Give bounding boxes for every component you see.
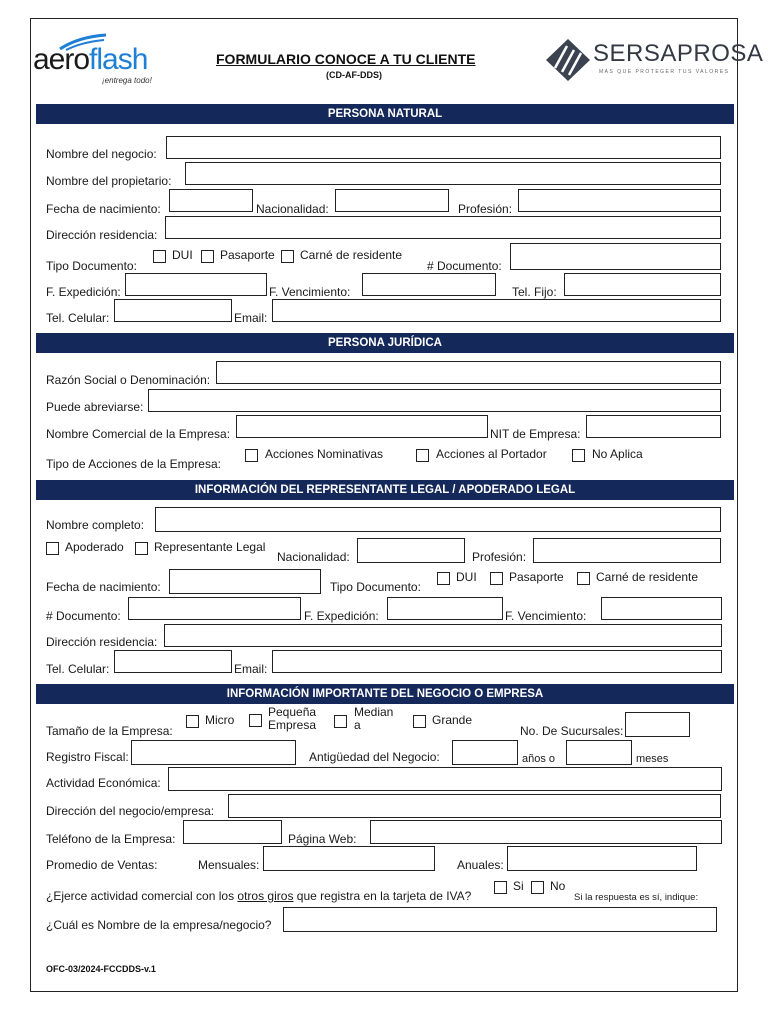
label-rep-tel-celular: Tel. Celular: [46, 662, 110, 676]
label-abreviarse: Puede abreviarse: [46, 400, 144, 414]
label-tamano: Tamaño de la Empresa: [46, 724, 173, 738]
input-email[interactable] [272, 299, 721, 322]
input-direccion-negocio[interactable] [228, 794, 721, 818]
input-nombre-empresa[interactable] [283, 907, 717, 932]
logo-tagline: ¡entrega todo! [102, 76, 152, 85]
input-rep-f-expedicion[interactable] [387, 597, 503, 620]
label-rep-dui: DUI [456, 570, 477, 584]
checkbox-grande[interactable] [413, 715, 426, 728]
input-f-expedicion[interactable] [125, 273, 267, 296]
input-anuales[interactable] [507, 846, 697, 871]
form-code: (CD-AF-DDS) [326, 70, 382, 80]
label-no-aplica: No Aplica [592, 447, 643, 461]
checkbox-dui[interactable] [153, 250, 166, 263]
input-rep-num-documento[interactable] [128, 597, 301, 620]
label-no: No [550, 879, 566, 893]
section-persona-natural: PERSONA NATURAL [36, 104, 734, 124]
label-mediana-2: a [354, 718, 361, 732]
label-rep-nacionalidad: Nacionalidad: [277, 550, 350, 564]
input-rep-profesion[interactable] [533, 538, 721, 563]
label-rep-pasaporte: Pasaporte [509, 570, 564, 584]
label-tipo-acciones: Tipo de Acciones de la Empresa: [46, 457, 221, 471]
label-nombre-comercial: Nombre Comercial de la Empresa: [46, 427, 231, 441]
label-anuales: Anuales: [457, 858, 504, 872]
checkbox-nominativas[interactable] [245, 449, 258, 462]
label-rep-email: Email: [234, 662, 268, 676]
input-tel-fijo[interactable] [564, 273, 721, 296]
checkbox-apoderado[interactable] [46, 542, 59, 555]
label-mensuales: Mensuales: [198, 858, 260, 872]
checkbox-si[interactable] [494, 881, 507, 894]
input-rep-nacionalidad[interactable] [357, 538, 465, 563]
label-rep-carne: Carné de residente [596, 570, 699, 584]
label-rep-tipo-documento: Tipo Documento: [330, 580, 421, 594]
label-rep-fecha-nacimiento: Fecha de nacimiento: [46, 580, 161, 594]
input-sucursales[interactable] [625, 712, 690, 737]
checkbox-pasaporte[interactable] [201, 250, 214, 263]
label-profesion: Profesión: [458, 202, 513, 216]
label-pagina-web: Página Web: [288, 832, 357, 846]
form-title: FORMULARIO CONOCE A TU CLIENTE [216, 51, 476, 67]
checkbox-rep-pasaporte[interactable] [490, 572, 503, 585]
otros-giros-pre: ¿Ejerce actividad comercial con los [46, 889, 238, 903]
label-antiguedad: Antigüedad del Negocio: [309, 750, 440, 764]
input-nombre-negocio[interactable] [166, 136, 721, 159]
section-persona-juridica: PERSONA JURÍDICA [36, 333, 734, 353]
label-micro: Micro [205, 713, 235, 727]
label-registro-fiscal: Registro Fiscal: [46, 750, 129, 764]
label-nombre-propietario: Nombre del propietario: [46, 174, 172, 188]
input-antiguedad-anios[interactable] [452, 740, 518, 765]
input-rep-nombre-completo[interactable] [155, 507, 721, 532]
footer-code: OFC-03/2024-FCCDDS-v.1 [46, 964, 156, 974]
label-si: Si [513, 879, 524, 893]
checkbox-no[interactable] [531, 881, 544, 894]
label-direccion-negocio: Dirección del negocio/empresa: [46, 804, 215, 818]
label-rep-f-vencimiento: F. Vencimiento: [505, 609, 587, 623]
input-antiguedad-meses[interactable] [566, 740, 632, 765]
checkbox-no-aplica[interactable] [572, 449, 585, 462]
sersaprosa-name: SERSAPROSA [593, 40, 764, 67]
input-actividad[interactable] [168, 767, 722, 791]
label-num-documento: # Documento: [427, 259, 502, 273]
input-rep-tel-celular[interactable] [114, 650, 232, 673]
label-rep-f-expedicion: F. Expedición: [304, 609, 379, 623]
section-representante-legal: INFORMACIÓN DEL REPRESENTANTE LEGAL / APODERADO LEGAL [36, 480, 734, 500]
input-profesion[interactable] [518, 189, 721, 212]
label-nombre-negocio: Nombre del negocio: [46, 147, 157, 161]
otros-giros-post: que registra en la tarjeta de IVA? [293, 889, 472, 903]
input-nit[interactable] [586, 415, 721, 438]
input-razon-social[interactable] [216, 361, 721, 384]
input-registro-fiscal[interactable] [131, 740, 296, 765]
label-meses: meses [636, 753, 669, 765]
input-direccion[interactable] [165, 216, 721, 239]
label-otros-giros [46, 889, 471, 903]
sersaprosa-emblem-icon [545, 38, 591, 82]
label-pasaporte: Pasaporte [220, 248, 275, 262]
label-rep-num-documento: # Documento: [46, 609, 121, 623]
checkbox-carne[interactable] [281, 250, 294, 263]
label-nacionalidad: Nacionalidad: [256, 202, 329, 216]
logo-text-aero: aero [33, 43, 90, 76]
input-nombre-comercial[interactable] [236, 415, 488, 438]
input-pagina-web[interactable] [370, 820, 722, 844]
logo-text-flash: flash [89, 43, 148, 76]
label-dui: DUI [172, 248, 193, 262]
input-num-documento[interactable] [510, 243, 721, 270]
label-telefono-empresa: Teléfono de la Empresa: [46, 832, 176, 846]
label-grande: Grande [432, 713, 473, 727]
input-abreviarse[interactable] [148, 389, 721, 412]
input-nacionalidad[interactable] [335, 189, 449, 212]
input-mensuales[interactable] [263, 846, 435, 871]
label-actividad: Actividad Económica: [46, 776, 161, 790]
label-nit: NIT de Empresa: [490, 427, 581, 441]
input-f-vencimiento[interactable] [362, 273, 496, 296]
input-nombre-propietario[interactable] [185, 162, 721, 185]
checkbox-portador[interactable] [416, 449, 429, 462]
label-tipo-documento: Tipo Documento: [46, 259, 137, 273]
checkbox-rep-dui[interactable] [437, 572, 450, 585]
input-telefono-empresa[interactable] [183, 820, 282, 844]
otros-giros-underlined: otros giros [237, 889, 294, 903]
label-tel-celular: Tel. Celular: [46, 311, 110, 325]
label-direccion: Dirección residencia: [46, 228, 158, 242]
checkbox-mediana[interactable] [334, 715, 347, 728]
label-f-vencimiento: F. Vencimiento: [269, 285, 351, 299]
checkbox-pequena[interactable] [249, 714, 262, 727]
label-pequena-1: Pequeña [268, 705, 317, 719]
label-rep-direccion: Dirección residencia: [46, 635, 158, 649]
label-f-expedicion: F. Expedición: [46, 285, 121, 299]
label-si-indique: Si la respuesta es sí, indique: [574, 892, 699, 903]
label-anios: años o [522, 753, 556, 765]
label-pequena-2: Empresa [268, 718, 317, 732]
input-tel-celular[interactable] [114, 299, 232, 322]
section-negocio: INFORMACIÓN IMPORTANTE DEL NEGOCIO O EMPRESA [36, 684, 734, 704]
label-carne: Carné de residente [300, 248, 403, 262]
label-apoderado: Apoderado [65, 540, 124, 554]
label-rep-profesion: Profesión: [472, 550, 527, 564]
label-nombre-empresa: ¿Cuál es Nombre de la empresa/negocio? [46, 918, 272, 932]
label-nominativas: Acciones Nominativas [265, 447, 384, 461]
label-mediana-1: Median [354, 705, 394, 719]
checkbox-rep-carne[interactable] [577, 572, 590, 585]
label-promedio-ventas: Promedio de Ventas: [46, 858, 158, 872]
input-rep-email[interactable] [272, 650, 722, 673]
input-rep-f-vencimiento[interactable] [601, 597, 722, 620]
sersaprosa-tagline: MÁS QUE PROTEGER TUS VALORES [599, 69, 730, 75]
input-rep-fecha-nacimiento[interactable] [169, 569, 321, 594]
input-rep-direccion[interactable] [164, 624, 722, 647]
label-tel-fijo: Tel. Fijo: [512, 285, 557, 299]
checkbox-representante-legal[interactable] [135, 542, 148, 555]
label-representante-legal: Representante Legal [154, 540, 266, 554]
input-fecha-nacimiento[interactable] [169, 189, 253, 212]
label-portador: Acciones al Portador [436, 447, 547, 461]
label-email: Email: [234, 311, 268, 325]
label-sucursales: No. De Sucursales: [520, 724, 624, 738]
label-rep-nombre-completo: Nombre completo: [46, 518, 145, 532]
label-razon-social: Razón Social o Denominación: [46, 373, 211, 387]
label-fecha-nacimiento: Fecha de nacimiento: [46, 202, 161, 216]
checkbox-micro[interactable] [186, 715, 199, 728]
